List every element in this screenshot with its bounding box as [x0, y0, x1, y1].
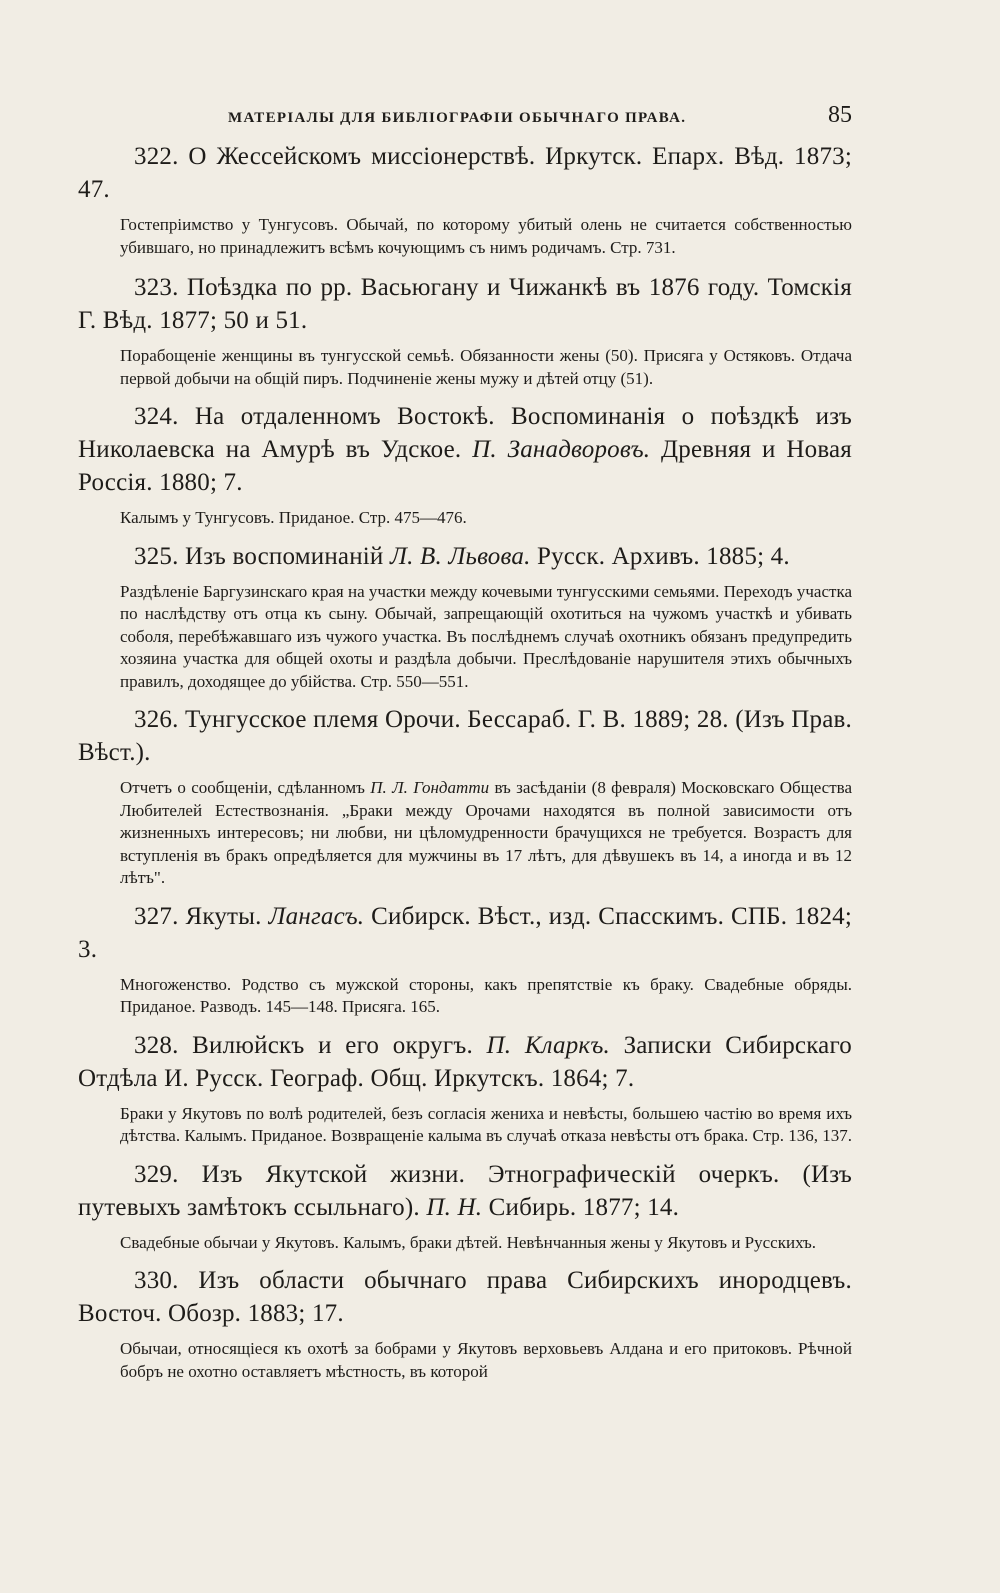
entry-title [78, 900, 852, 966]
entry-title-text: 327. Якуты. [134, 902, 262, 930]
entry-author: П. Н. [426, 1193, 483, 1221]
entry-title-text: 328. Вилюйскъ и его округъ. [134, 1031, 473, 1059]
entry-329 [78, 1158, 852, 1255]
entry-annotation: Браки у Якутовъ по волѣ родителей, безъ согласія жениха и невѣсты, большею частію во время ихъ дѣтства. Калымъ. Приданое. Возвращеніе калыма въ случаѣ отказа невѣсты отъ брака. Стр. 136, 137. [120, 1103, 852, 1145]
entry-title [78, 1158, 852, 1224]
entry-324 [78, 400, 852, 530]
entry-annotation: Многоженство. Родство съ мужской стороны, какъ препятствіе къ браку. Свадебные обряды. Приданое. Разводъ. 145—148. Присяга. 165. [120, 974, 852, 1016]
entry-322 [78, 140, 852, 259]
entry-title [78, 400, 852, 499]
entry-title [78, 703, 852, 769]
annotation-text: Отчетъ о сообщеніи, сдѣланномъ [120, 778, 365, 797]
running-title: МАТЕРІАЛЫ ДЛЯ БИБЛІОГРАФІИ ОБЫЧНАГО ПРАВА. [228, 110, 687, 126]
entry-330 [78, 1264, 852, 1383]
entry-title [78, 1264, 852, 1330]
entry-title [78, 140, 852, 206]
entry-title-text: 326. Тунгусское племя Орочи. Бессараб. Г. В. 1889; 28. (Изъ Прав. Вѣст.). [78, 706, 852, 766]
entry-source: Сибирск. Вѣст., изд. Спасскимъ. СПБ. 1824; 3. [78, 902, 853, 963]
entry-325 [78, 540, 852, 694]
entry-326 [78, 703, 852, 890]
entry-annotation: Раздѣленіе Баргузинскаго края на участки между кочевыми тунгусскими семьями. Переходъ участка по наслѣдству отъ отца къ сыну. Обычай, запрещающій охотиться на чужомъ участкѣ и убивать соболя, перебѣжавшаго изъ чужого участка. Въ послѣднемъ случаѣ охотникъ обязанъ предупредить хозяина участка для общей охоты и раздѣла добычи. Преслѣдованіе нарушителя этихъ обычныхъ правилъ, доходящее до убійства. Стр. 550—551. [120, 581, 852, 691]
entry-title [78, 1029, 852, 1095]
entry-title-text: 323. Поѣздка по рр. Васьюгану и Чижанкѣ въ 1876 году. Томскія Г. Вѣд. 1877; 50 и 51. [78, 274, 852, 334]
entry-source: Древняя и Новая Россія. 1880; 7. [78, 436, 853, 496]
entry-title-text: 329. Изъ Якутской жизни. Этнографическій очеркъ. (Изъ путевыхъ замѣтокъ ссыльнаго). [78, 1160, 852, 1221]
entry-annotation: Гостепріимство у Тунгусовъ. Обычай, по которому убитый олень не считается собственностью убившаго, но принадлежитъ всѣмъ кочующимъ съ нимъ родичамъ. Стр. 731. [120, 215, 852, 257]
annotation-author: П. Л. Гондатти [370, 778, 490, 797]
entry-annotation: Калымъ у Тунгусовъ. Приданое. Стр. 475—476. [120, 508, 467, 527]
entry-328 [78, 1029, 852, 1148]
entry-323 [78, 271, 852, 390]
entry-title [78, 540, 852, 573]
entry-author: П. Кларкъ. [486, 1031, 610, 1059]
entry-title-text: 324. На отдаленномъ Востокѣ. Воспоминанія о поѣздкѣ изъ Николаевска на Амурѣ въ Удское. [78, 403, 852, 463]
entry-title-text: 325. Изъ воспоминаній [134, 542, 384, 570]
entry-title [78, 271, 852, 337]
entry-title-text: 330. Изъ области обычнаго права Сибирскихъ инородцевъ. Восточ. Обозр. 1883; 17. [78, 1267, 852, 1327]
page-header [78, 102, 852, 129]
entry-author: Лангасъ. [268, 902, 365, 930]
entry-annotation: Порабощеніе женщины въ тунгусской семьѣ. Обязанности жены (50). Присяга у Остяковъ. Отдача первой добычи на общій пиръ. Подчиненіе жены мужу и дѣтей отцу (51). [120, 346, 852, 388]
entry-source: Записки Сибирскаго Отдѣла И. Русск. Географ. Общ. Иркутскъ. 1864; 7. [78, 1031, 852, 1092]
entry-source: Сибирь. 1877; 14. [488, 1193, 680, 1221]
entry-annotation [78, 777, 852, 890]
annotation-text-continued: въ засѣданіи (8 февраля) Московскаго Общества Любителей Естествознанія. „Браки между Орочами находятся въ полной зависимости отъ жизненныхъ интересовъ; ни любви, ни цѣломудренности брачущихся не требуется. Возрастъ для вступленія въ бракъ опредѣляется для мужчины въ 17 лѣтъ, для дѣвушекъ въ 14, а иногда и въ 12 лѣтъ". [120, 778, 853, 887]
entry-source: Русск. Архивъ. 1885; 4. [537, 542, 790, 570]
page-number: 85 [828, 102, 852, 128]
entry-327 [78, 900, 852, 1019]
entry-title-text: 322. О Жессейскомъ миссіонерствѣ. Иркутск. Епарх. Вѣд. 1873; 47. [78, 143, 852, 203]
page-body [78, 140, 852, 1393]
entry-annotation: Обычаи, относящіеся къ охотѣ за бобрами у Якутовъ верховьевъ Алдана и его притоковъ. Рѣчной бобръ не охотно оставляетъ мѣстность, въ которой [120, 1339, 852, 1381]
entry-annotation: Свадебные обычаи у Якутовъ. Калымъ, браки дѣтей. Невѣнчанныя жены у Якутовъ и Русскихъ. [120, 1232, 816, 1252]
entry-author: П. Занадворовъ. [472, 436, 651, 463]
entry-author: Л. В. Львова. [389, 542, 531, 570]
